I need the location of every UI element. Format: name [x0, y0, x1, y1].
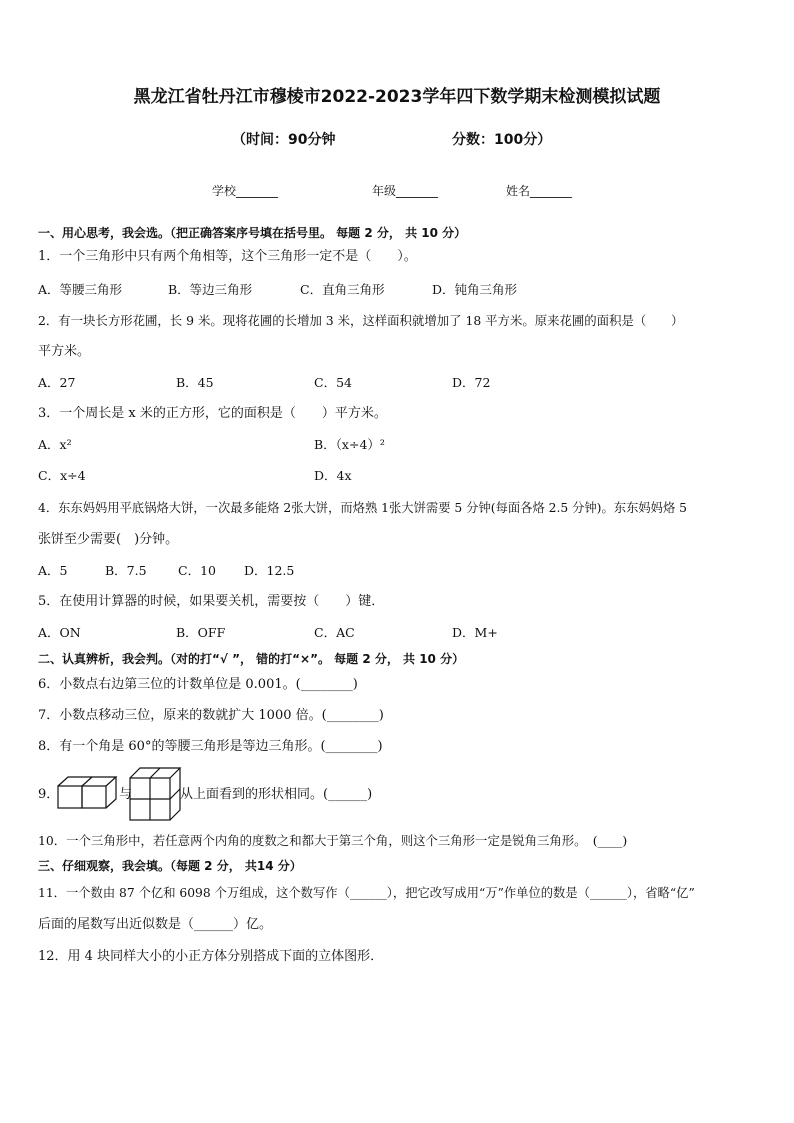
- q4-option-b: B．7.5: [105, 563, 147, 578]
- question-9-and: 与: [119, 787, 133, 802]
- question-5: 5．在使用计算器的时候，如果要关机，需要按（ ）键．: [38, 594, 385, 609]
- name-field: 姓名_______: [506, 184, 573, 198]
- section-2-heading: 二、认真辨析，我会判。（对的打“√ ”， 错的打“×”。 每题 2 分， 共 10 分）: [38, 652, 465, 666]
- q3-option-a: A．x²: [38, 437, 72, 452]
- question-11-line-1: 11．一个数由 87 个亿和 6098 个万组成，这个数写作（______），把它改写成用“万”作单位的数是（______），省略“亿”: [38, 886, 695, 900]
- q5-option-b: B．OFF: [176, 625, 226, 640]
- question-4-line-1: 4．东东妈妈用平底锅烙大饼，一次最多能烙 2张大饼，而烙熟 1张大饼需要 5 分钟(每面各烙 2.5 分钟)。东东妈妈烙 5: [38, 501, 687, 515]
- question-8: 8．有一个角是 60°的等腰三角形是等边三角形。(________): [38, 739, 383, 754]
- q5-option-c: C．AC: [314, 625, 355, 640]
- q5-option-d: D．M+: [452, 625, 498, 640]
- q3-option-c: C．x÷4: [38, 468, 86, 483]
- q5-option-a: A．ON: [38, 625, 81, 640]
- question-12: 12．用 4 块同样大小的小正方体分别搭成下面的立体图形．: [38, 949, 384, 964]
- exam-time: （时间：90分钟: [232, 132, 336, 148]
- grade-field: 年级_______: [372, 184, 439, 198]
- page-title: 黑龙江省牡丹江市穆棱市2022-2023学年四下数学期末检测模拟试题: [133, 87, 661, 107]
- question-6: 6．小数点右边第三位的计数单位是 0.001。(________): [38, 677, 358, 692]
- question-10: 10．一个三角形中，若任意两个内角的度数之和都大于第三个角，则这个三角形一定是锐角三角形。 (____): [38, 833, 628, 848]
- question-9-number: 9．: [38, 787, 60, 802]
- q1-option-b: B．等边三角形: [168, 282, 253, 297]
- section-3-heading: 三、仔细观察，我会填。（每题 2 分， 共14 分）: [38, 859, 302, 873]
- q1-option-d: D．钝角三角形: [432, 282, 518, 297]
- question-1: 1．一个三角形中只有两个角相等，这个三角形一定不是（ ）。: [38, 249, 417, 264]
- question-4-line-2: 张饼至少需要( )分钟。: [38, 532, 179, 547]
- q2-option-d: D．72: [452, 375, 491, 390]
- q4-option-d: D．12.5: [244, 563, 295, 578]
- exam-score: 分数：100分）: [452, 132, 552, 148]
- section-1-heading: 一、用心思考，我会选。（把正确答案序号填在括号里。 每题 2 分， 共 10 分）: [38, 226, 467, 240]
- cube-figure-1: [56, 774, 120, 812]
- q3-option-d: D．4x: [314, 468, 352, 483]
- q1-option-c: C．直角三角形: [300, 282, 385, 297]
- q3-option-b: B．（x÷4）²: [314, 437, 385, 452]
- q4-option-c: C．10: [178, 563, 216, 578]
- question-11-line-2: 后面的尾数写出近似数是（______）亿。: [38, 917, 273, 932]
- question-7: 7．小数点移动三位，原来的数就扩大 1000 倍。(________): [38, 708, 384, 723]
- question-2-line-2: 平方米。: [38, 344, 91, 359]
- school-field: 学校_______: [212, 184, 279, 198]
- q2-option-c: C．54: [314, 375, 352, 390]
- q2-option-b: B．45: [176, 375, 214, 390]
- question-2-line-1: 2．有一块长方形花圃，长 9 米。现将花圃的长增加 3 米，这样面积就增加了 18 平方米。原来花圃的面积是（ ）: [38, 313, 684, 328]
- question-9: 从上面看到的形状相同。(______): [180, 787, 373, 802]
- question-3: 3．一个周长是 x 米的正方形，它的面积是（ ）平方米。: [38, 406, 387, 421]
- q1-option-a: A．等腰三角形: [38, 282, 123, 297]
- q2-option-a: A．27: [38, 375, 76, 390]
- q4-option-a: A．5: [38, 563, 68, 578]
- cube-figure-2: [128, 766, 182, 824]
